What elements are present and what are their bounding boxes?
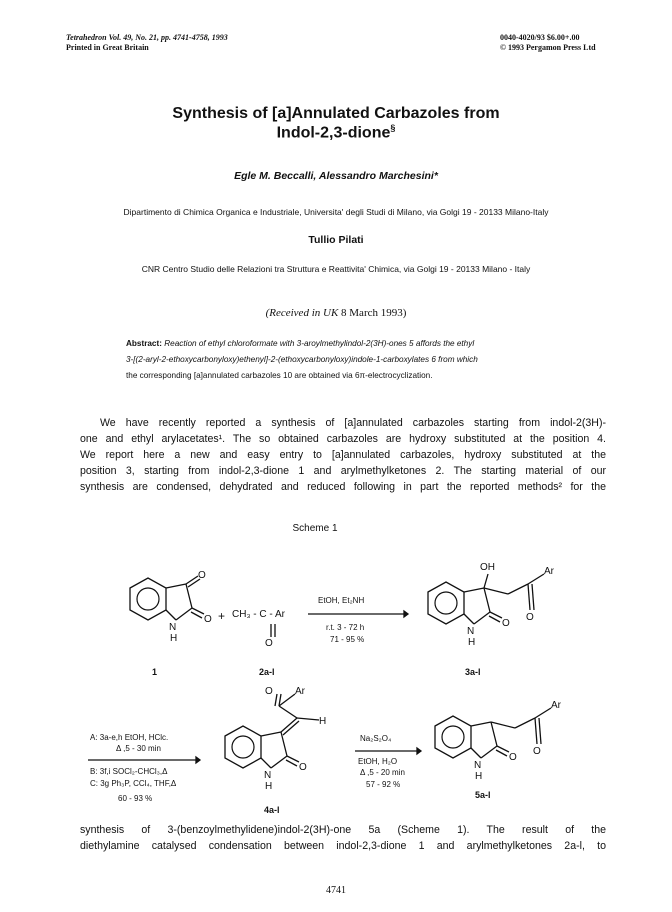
paper-title-line2: Indol-2,3-dione§	[276, 123, 396, 142]
page-number: 4741	[326, 885, 346, 896]
cond-b: B: 3f,i SOCl₂-CHCl₃,Δ	[90, 767, 168, 776]
plus-sign: +	[218, 609, 226, 623]
abstract-line3: the corresponding [a]annulated carbazoles 10 are obtained via 6π-electrocyclization.	[126, 371, 433, 380]
atom-n: N	[474, 760, 482, 771]
cond-abc-yield: 60 - 93 %	[118, 794, 153, 803]
label-compound-5: 5a-l	[475, 790, 491, 800]
cond-a: A: 3a-e,h EtOH, HClc.	[90, 733, 169, 742]
abstract-line1: Abstract: Reaction of ethyl chloroformate with 3-aroylmethylindol-2(3H)-ones 5 affords the ethyl	[126, 339, 475, 348]
cond-c: C: 3g Ph₃P, CCl₄, THF,Δ	[90, 779, 177, 788]
atom-o: O	[526, 612, 534, 623]
cond3-solvent: EtOH, H₂O	[358, 757, 398, 766]
label-compound-1: 1	[152, 667, 158, 677]
journal-citation: Tetrahedron Vol. 49, No. 21, pp. 4741-4758, 1993	[66, 33, 228, 42]
cond1-reagents: EtOH, Et₂NH	[318, 596, 365, 605]
body-line7: diethylamine catalysed condensation between indol-2,3-dione 1 and arylmethylketones 2a-l, to	[80, 840, 606, 852]
issn-code: 0040-4020/93 $6.00+.00	[500, 33, 580, 42]
cond3-yield: 57 - 92 %	[366, 780, 401, 789]
atom-h: H	[468, 637, 476, 648]
body-line4: position 3, starting from indol-2,3-dione 1 and arylmethylketones 2. The starting material of our	[80, 465, 606, 477]
body-line5: synthesis are condensed, dehydrated and reduced following in part the reported methods² for the	[80, 481, 606, 493]
body-line2: one and ethyl arylacetates¹. The so obtained carbazoles are hydroxy substituted at the position 4.	[80, 433, 606, 445]
author-names: Egle M. Beccalli, Alessandro Marchesini*	[234, 170, 438, 182]
atom-n: N	[467, 626, 475, 637]
ketone-oxygen: O	[265, 638, 273, 649]
label-compound-4: 4a-l	[264, 805, 280, 815]
reaction-arrow-2	[88, 755, 200, 765]
atom-n: N	[169, 622, 177, 633]
copyright: © 1993 Pergamon Press Ltd	[500, 43, 596, 52]
body-line1: We have recently reported a synthesis of [a]annulated carbazoles starting from indol-2(3H)-	[100, 417, 606, 429]
atom-o: O	[204, 614, 212, 625]
printed-in: Printed in Great Britain	[66, 43, 149, 52]
received-date: (Received in UK 8 March 1993)	[265, 307, 407, 319]
atom-o: O	[502, 618, 510, 629]
paper-title-line1: Synthesis of [a]Annulated Carbazoles from	[172, 105, 500, 122]
body-line3: We report here a new and easy entry to [a]annulated carbazoles, hydroxy substituted at the	[80, 449, 606, 461]
atom-ar: Ar	[551, 700, 561, 711]
reaction-arrow-1	[308, 609, 408, 619]
atom-o: O	[198, 570, 206, 581]
affiliation-2: CNR Centro Studio delle Relazioni tra Struttura e Reattivita' Chimica, via Golgi 19 - 20133 Milano - Italy	[141, 264, 531, 274]
scheme-title: Scheme 1	[292, 523, 338, 534]
abstract-line2: 3-[(2-aryl-2-ethoxycarbonyloxy)ethenyl]-2-(ethoxycarbonyloxy)indole-1-carboxylates 6 from which	[126, 355, 478, 364]
body-line6: synthesis of 3-(benzoylmethylidene)indol-2(3H)-one 5a (Scheme 1). The result of the	[80, 824, 606, 836]
ketone-formula: CH₃ - C - Ar	[232, 609, 285, 620]
atom-h: H	[170, 633, 178, 644]
author-name-2: Tullio Pilati	[308, 234, 364, 246]
atom-ar: Ar	[544, 566, 554, 577]
atom-o: O	[533, 746, 541, 757]
atom-h: H	[265, 781, 273, 792]
atom-h: H	[319, 716, 327, 727]
atom-ar: Ar	[295, 686, 305, 697]
affiliation-1: Dipartimento di Chimica Organica e Industriale, Universita' degli Studi di Milano, via Golgi 19 - 20133 Milano-Italy	[123, 207, 549, 217]
atom-oh: OH	[480, 562, 495, 573]
compound-1-structure	[110, 570, 230, 658]
atom-h: H	[475, 771, 483, 782]
compound-5-structure	[425, 700, 575, 792]
atom-n: N	[264, 770, 272, 781]
atom-o: O	[265, 686, 273, 697]
cond3-time: Δ ,5 - 20 min	[360, 768, 405, 777]
label-compound-3: 3a-l	[465, 667, 481, 677]
atom-o: O	[299, 762, 307, 773]
cond1-yield: 71 - 95 %	[330, 635, 365, 644]
cond-a-time: Δ ,5 - 30 min	[116, 744, 161, 753]
reaction-arrow-3	[355, 746, 421, 756]
cond3-reagent: Na₂S₂O₄	[360, 734, 392, 743]
compound-3-structure	[418, 562, 568, 658]
compound-4-structure	[215, 686, 355, 800]
label-compound-2: 2a-l	[259, 667, 275, 677]
atom-o: O	[509, 752, 517, 763]
cond1-time: r.t. 3 - 72 h	[326, 623, 365, 632]
